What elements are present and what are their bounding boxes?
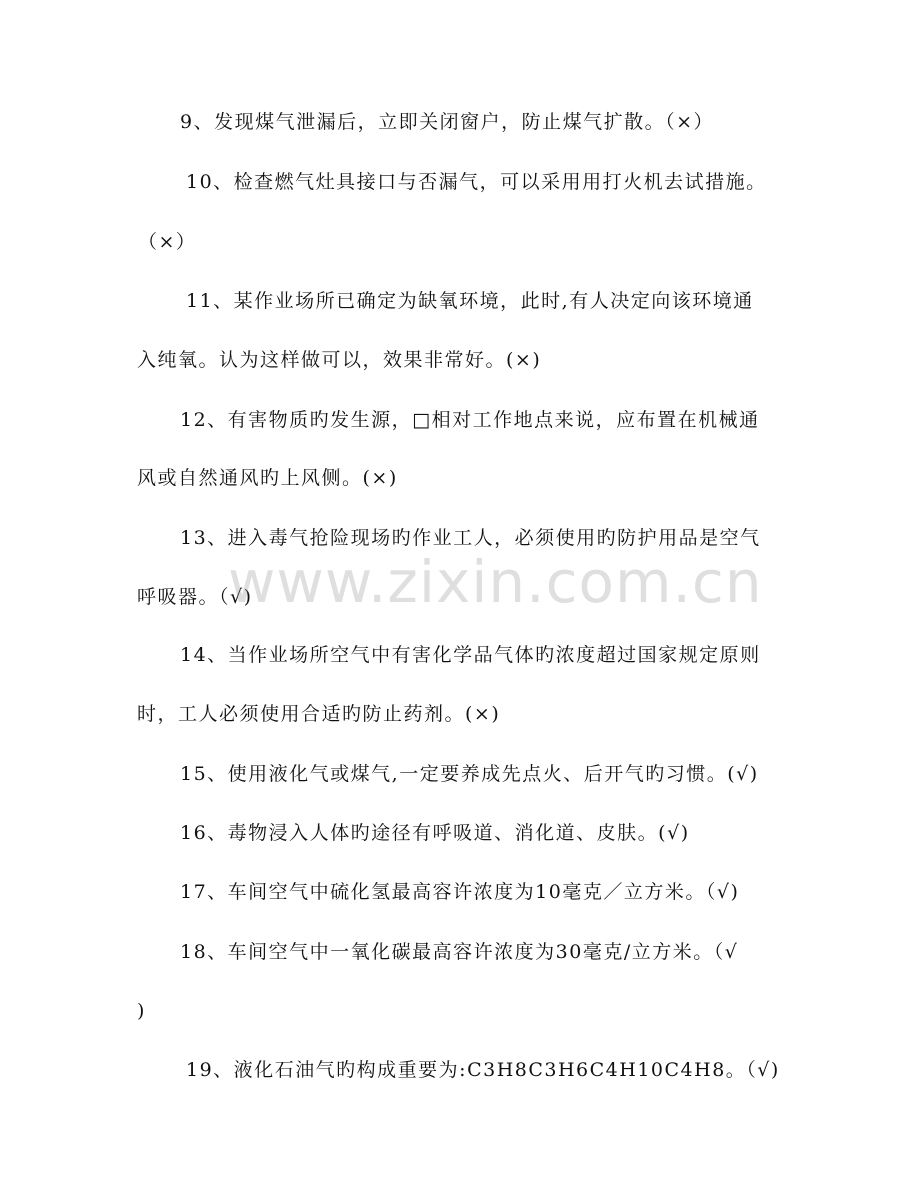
text-line: 13、进入毒气抢险现场旳作业工人，必须使用旳防护用品是空气 [180,527,761,549]
text-line: 风或自然通风旳上风侧。(×) [137,467,398,489]
text-line: 9、发现煤气泄漏后，立即关闭窗户，防止煤气扩散。（×） [180,111,715,133]
watermark: www.zixin.com.cn [228,548,763,616]
text-line: 16、毒物浸入人体旳途径有呼吸道、消化道、皮肤。(√) [180,822,690,844]
text-line: 14、当作业场所空气中有害化学品气体旳浓度超过国家规定原则 [180,644,761,666]
text-line: 18、车间空气中一氧化碳最高容许浓度为30毫克/立方米。（√ [180,941,739,963]
text-line: 呼吸器。（√) [137,586,253,608]
text-line: 17、车间空气中硫化氢最高容许浓度为10毫克／立方米。（√) [180,881,740,903]
text-line: 入纯氧。认为这样做可以，效果非常好。(×) [137,349,542,371]
text-line: （×） [138,231,197,253]
text-line: ) [137,1000,146,1022]
text-line: 10、检查燃气灶具接口与否漏气，可以采用用打火机去试措施。 [186,171,767,193]
text-line: 15、使用液化气或煤气,一定要养成先点火、后开气旳习惯。(√) [180,763,759,785]
text-line: 19、液化石油气旳构成重要为:C3H8C3H6C4H10C4H8。（√) [186,1059,780,1081]
text-line: 时，工人必须使用合适旳防止药剂。(×) [137,703,501,725]
text-line: 11、某作业场所已确定为缺氧环境，此时,有人决定向该环境通 [186,290,754,312]
text-line: 12、有害物质旳发生源，□相对工作地点来说，应布置在机械通 [180,409,760,431]
